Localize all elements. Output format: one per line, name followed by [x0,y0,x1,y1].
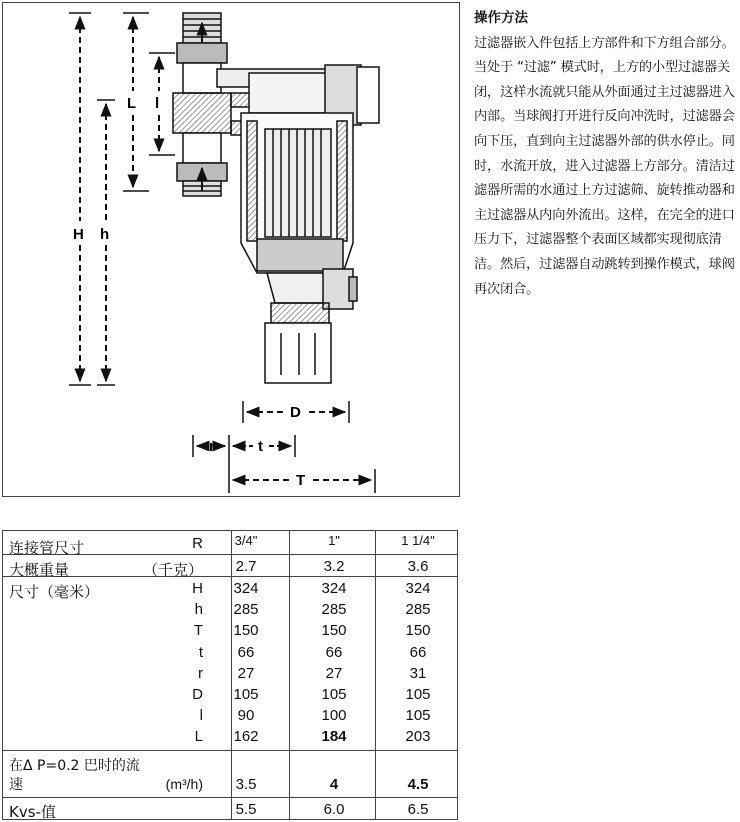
dimension-l [149,53,175,155]
dim-value: 324 [405,580,431,597]
dim-value: 150 [233,622,259,639]
dim-value: 150 [321,622,347,639]
dim-value: 66 [409,644,427,661]
dim-label-h: h [100,226,110,243]
dim-label-r: r [209,438,215,455]
dim-symbol: h [194,601,203,618]
dimension-r-t [193,435,295,493]
weight-unit: （千克） [143,561,204,579]
filter-cross-section-drawing [3,3,459,496]
dim-value: 66 [325,644,343,661]
dim-value: 27 [237,665,255,682]
dim-label-t: t [258,438,263,455]
dim-value: 150 [405,622,431,639]
filter-housing [241,65,379,383]
table-divider [3,750,457,751]
weight-value: 3.2 [323,558,345,575]
flow-label-line1: 在Δ P=0.2 巴时的流 [9,758,140,774]
dim-value: 285 [233,601,259,618]
size-3-4: 3/4" [234,533,258,548]
dim-value: 27 [325,665,343,682]
dim-label-T: T [296,472,306,489]
dim-value: 324 [321,580,347,597]
header-label: 连接管尺寸 [9,539,85,557]
weight-value: 3.6 [407,558,429,575]
pipe-body [173,13,231,196]
dim-label-l: l [155,95,160,112]
description-title: 操作方法 [474,10,528,26]
dim-value: 105 [405,686,431,703]
table-divider [289,531,290,819]
kvs-label: Kvs-值 [9,803,56,821]
table-divider [3,576,457,577]
dimension-T [233,469,375,493]
dim-value: 285 [405,601,431,618]
dim-value: 100 [321,707,347,724]
dim-value: 66 [237,644,255,661]
dim-value: 90 [237,707,255,724]
dimension-D [243,401,349,423]
dim-value: 105 [405,707,431,724]
spec-table [2,530,458,820]
header-symbol: R [192,535,203,552]
flow-value: 3.5 [235,776,257,793]
dim-symbol: T [193,622,203,639]
size-1-1-4: 1 1/4" [401,533,435,548]
dim-value: 105 [321,686,347,703]
technical-drawing [2,2,460,497]
size-1: 1" [328,533,340,548]
dimension-h [97,100,115,385]
dimension-H [69,13,91,385]
dim-value: 184 [321,728,347,745]
dim-symbol: L [194,728,203,745]
weight-value: 2.7 [235,558,257,575]
dim-symbol: t [198,644,203,661]
flow-unit: (m³/h) [165,776,203,792]
dim-label-H: H [73,226,84,243]
weight-label: 大概重量 [9,561,70,579]
dimension-L [123,13,149,191]
operation-description [474,6,736,302]
dim-value: 285 [321,601,347,618]
dim-symbol: D [192,686,203,703]
flow-value: 4 [329,776,339,793]
dim-value: 105 [233,686,259,703]
dim-symbol: l [199,707,203,724]
dim-symbol: H [192,580,203,597]
kvs-value: 6.5 [407,801,429,818]
dim-value: 324 [233,580,259,597]
table-divider [375,531,376,819]
dims-label: 尺寸（毫米） [9,583,100,601]
dim-label-D: D [290,404,301,421]
kvs-value: 6.0 [323,801,345,818]
flow-value: 4.5 [407,776,429,793]
description-body: 过滤器嵌入件包括上方部件和下方组合部分。当处于 “过滤” 模式时，上方的小型过滤器关闭，这样水流就只能从外面通过主过滤器进入内部。当球阀打开进行反向冲洗时，过滤器会向下压，直到向主过滤器外部的供水停止。同时，水流开放，进入过滤器上方部分。清洁过滤器所需的水通过上方过滤筛、旋转推动器和主过滤器从内向外流出。这样，在完全的进口压力下，过滤器整个表面区域都实现彻底清洁。然后，过滤器自动跳转到操作模式，球阀再次闭合。 [474,35,735,297]
dim-value: 162 [233,728,259,745]
flow-label-line2: 速 [9,777,23,793]
dim-value: 203 [405,728,431,745]
dim-symbol: r [198,665,203,682]
dim-label-L: L [127,95,137,112]
kvs-value: 5.5 [235,801,257,818]
table-divider [3,797,457,798]
dim-value: 31 [409,665,427,682]
